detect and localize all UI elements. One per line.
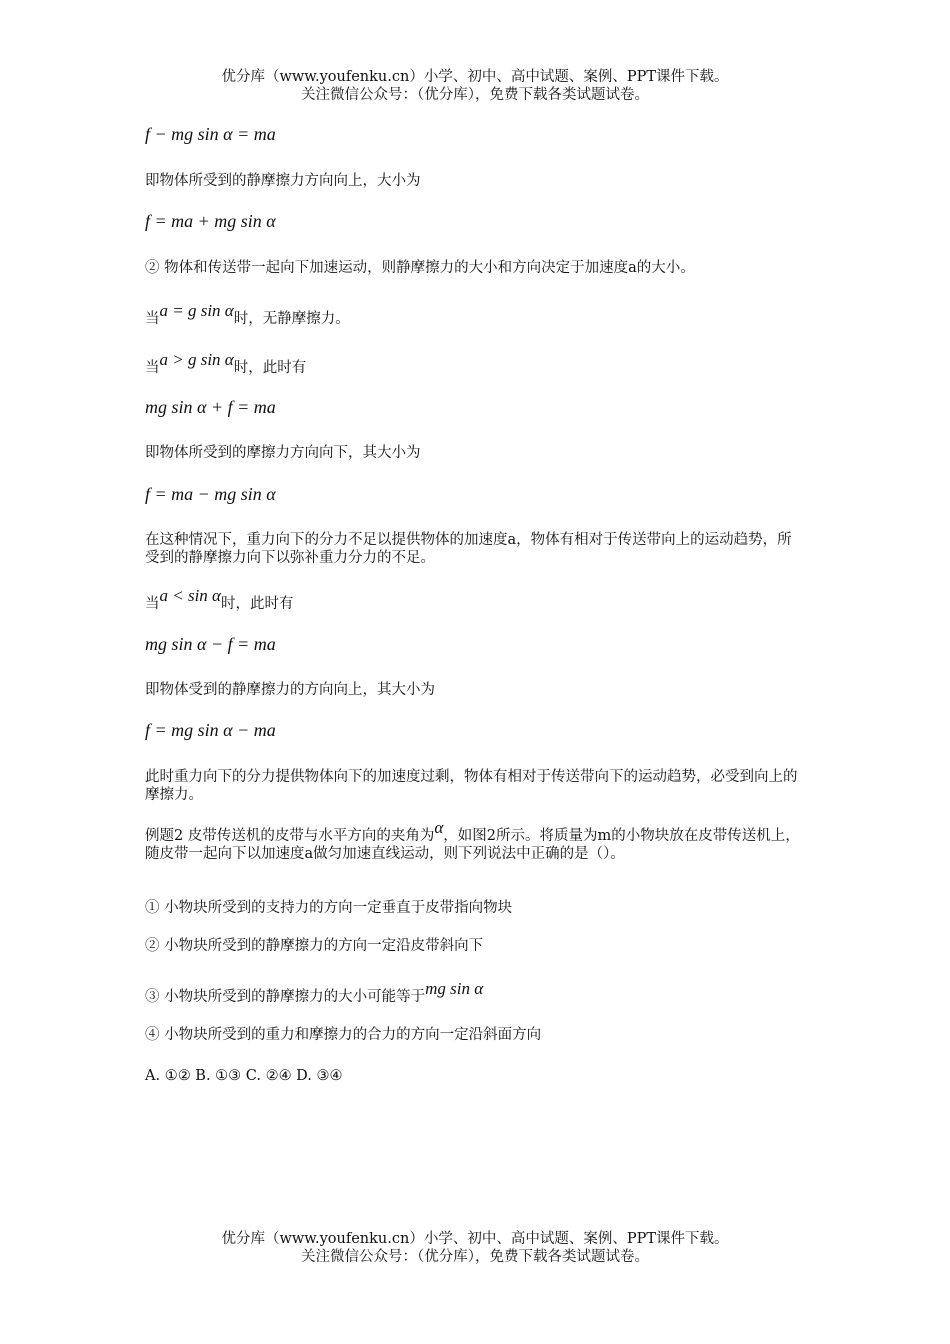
- footer-line-1: 优分库（www.youfenku.cn）小学、初中、高中试题、案例、PPT课件下载。: [221, 1231, 729, 1247]
- example-2: [145, 818, 805, 863]
- inline-math: α: [434, 818, 444, 837]
- inline-math: a < sin α: [159, 586, 221, 605]
- text: 时，此时有: [220, 596, 294, 612]
- equation-4: f = ma − mg sin α: [145, 484, 276, 504]
- text: 当: [145, 311, 160, 327]
- answer-choices: A. ①② B. ①③ C. ②④ D. ③④: [145, 1068, 343, 1084]
- paragraph-4: [145, 350, 307, 377]
- text: 时，此时有: [233, 360, 307, 376]
- paragraph-3: [145, 301, 350, 328]
- inline-math: a > g sin α: [159, 350, 234, 369]
- equation-6: f = mg sin α − ma: [145, 720, 276, 740]
- equation-1: f − mg sin α = ma: [145, 124, 276, 144]
- equation-5: mg sin α − f = ma: [145, 634, 276, 654]
- text: 当: [145, 360, 160, 376]
- text: ，如图2所示。将质量为m的小物块放在皮带传送机上，随皮带一起向下以加速度a做匀加速直线运动，则下列说法中正确的是（）。: [145, 828, 800, 862]
- paragraph-1: 即物体所受到的静摩擦力方向向上，大小为: [145, 173, 421, 189]
- text: 时，无静摩擦力。: [233, 311, 350, 327]
- option-1: ① 小物块所受到的支持力的方向一定垂直于皮带指向物块: [145, 900, 513, 916]
- equation-3: mg sin α + f = ma: [145, 397, 276, 417]
- paragraph-5: 即物体所受到的摩擦力方向向下，其大小为: [145, 445, 421, 461]
- page-footer: [0, 1230, 950, 1266]
- paragraph-6: 在这种情况下，重力向下的分力不足以提供物体的加速度a，物体有相对于传送带向上的运动趋势，所受到的静摩擦力向下以弥补重力分力的不足。: [145, 532, 792, 566]
- paragraph-7: [145, 586, 294, 613]
- option-3: [145, 979, 484, 1006]
- paragraph-8: 即物体受到的静摩擦力的方向向上，其大小为: [145, 682, 435, 698]
- paragraph-2: ② 物体和传送带一起向下加速运动，则静摩擦力的大小和方向决定于加速度a的大小。: [145, 260, 695, 276]
- text: 当: [145, 596, 160, 612]
- header-line-1: 优分库（www.youfenku.cn）小学、初中、高中试题、案例、PPT课件下载。: [221, 69, 729, 85]
- footer-line-2: 关注微信公众号：（优分库），免费下载各类试题试卷。: [301, 1249, 649, 1265]
- option-4: ④ 小物块所受到的重力和摩擦力的合力的方向一定沿斜面方向: [145, 1027, 542, 1043]
- paragraph-9: 此时重力向下的分力提供物体向下的加速度过剩，物体有相对于传送带向下的运动趋势，必受到向上的摩擦力。: [145, 769, 798, 803]
- inline-math: a = g sin α: [159, 301, 234, 320]
- equation-2: f = ma + mg sin α: [145, 211, 276, 231]
- inline-math: mg sin α: [425, 979, 484, 998]
- header-line-2: 关注微信公众号：（优分库），免费下载各类试题试卷。: [301, 87, 649, 103]
- page-header: [0, 68, 950, 104]
- option-2: ② 小物块所受到的静摩擦力的方向一定沿皮带斜向下: [145, 938, 484, 954]
- text: ③ 小物块所受到的静摩擦力的大小可能等于: [145, 989, 426, 1005]
- text: 例题2 皮带传送机的皮带与水平方向的夹角为: [145, 828, 435, 844]
